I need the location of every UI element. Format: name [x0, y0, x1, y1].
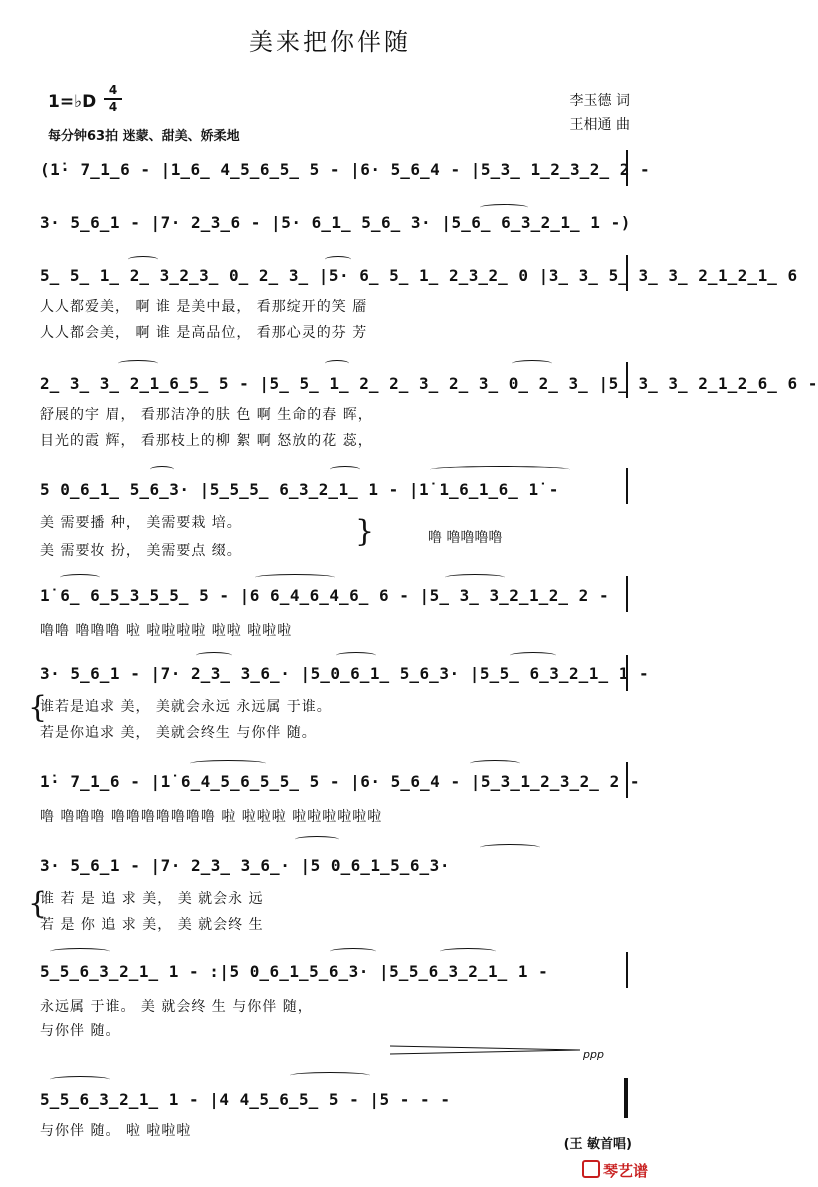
watermark-text: 琴艺谱: [602, 1162, 648, 1180]
barline: [626, 576, 628, 612]
lyric-line: 与你伴 随。 啦 啦啦啦: [40, 1123, 192, 1139]
notation-line: (1̇· 7̲1̲6 - |1̲6̲ 4̲5̲6̲5̲ 5 - |6· 5̲6̲4 - |5̲3̲ 1̲2̲3̲2̲ 2 -: [40, 160, 651, 179]
lyric-verse-1: 谁 若 是 追 求 美， 美 就会永 远: [40, 891, 264, 907]
notation-line: 2̲ 3̲ 3̲ 2̲1̲6̲5̲ 5 - |5̲ 5̲ 1̲ 2̲ 2̲ 3̲ 2̲ 3̲ 0̲ 2̲ 3̲ |5̲ 3̲ 3̲ 2̲1̲2̲6̲ 6 -: [40, 374, 818, 393]
slur-mark: [118, 360, 158, 367]
notation-line: 5̲ 5̲ 1̲ 2̲ 3̲2̲3̲ 0̲ 2̲ 3̲ |5· 6̲ 5̲ 1̲ 2̲3̲2̲ 0 |3̲ 3̲ 5̲ 3̲ 3̲ 2̲1̲2̲1̲ 6: [40, 266, 798, 285]
slur-mark: [330, 466, 360, 473]
performer-credit: (王 敏首唱): [563, 1137, 632, 1152]
barline: [626, 150, 628, 186]
notation-line: 3· 5̲6̲1 - |7· 2̲3̲6 - |5· 6̲1̲ 5̲6̲ 3· |5̲6̲ 6̲3̲2̲1̲ 1 -): [40, 213, 631, 232]
slur-mark: [190, 760, 266, 767]
notation-line: 3· 5̲6̲1 - |7· 2̲3̲ 3̲6̲· |5̲0̲6̲1̲ 5̲6̲3· |5̲5̲ 6̲3̲2̲1̲ 1 -: [40, 664, 650, 683]
lyric-verse-2: 美 需要妆 扮， 美需要点 缀。: [40, 543, 242, 559]
slur-mark: [480, 844, 540, 851]
lyric-verse-2: 若是你追求 美， 美就会终生 与你伴 随。: [40, 725, 317, 741]
barline: [626, 952, 628, 988]
slur-mark: [430, 466, 570, 473]
meter-top: 4: [108, 83, 118, 97]
lyric-line: 噜 噜噜噜 噜噜噜噜噜噜噜 啦 啦啦啦 啦啦啦啦啦啦: [40, 809, 383, 825]
lyric-verse-2: 与你伴 随。: [40, 1023, 121, 1039]
lyric-verse-1: 人人都爱美， 啊 谁 是美中最， 看那绽开的笑 靥: [40, 299, 368, 315]
slur-mark: [445, 574, 505, 581]
slur-mark: [325, 360, 349, 367]
lyric-verse-2: 人人都会美， 啊 谁 是高品位， 看那心灵的芬 芳: [40, 325, 368, 341]
slur-mark: [290, 1072, 370, 1079]
lyric-verse-1: 美 需要播 种， 美需要栽 培。: [40, 515, 242, 531]
slur-mark: [60, 574, 100, 581]
slur-mark: [150, 466, 174, 473]
verse-brace: }: [355, 514, 375, 549]
barline: [626, 362, 628, 398]
slur-mark: [255, 574, 335, 581]
composer-credit: 王相通 曲: [569, 117, 630, 133]
slur-mark: [470, 760, 520, 767]
notation-line: 5 0̲6̲1̲ 5̲6̲3· |5̲5̲5̲ 6̲3̲2̲1̲ 1 - |1̇ 1̲6̲1̲6̲ 1̇ -: [40, 480, 559, 499]
notation-line: 3· 5̲6̲1 - |7· 2̲3̲ 3̲6̲· |5 0̲6̲1̲5̲6̲3·: [40, 856, 450, 875]
logo-icon: [582, 1160, 600, 1178]
key-signature: 1=♭D: [48, 92, 97, 112]
notation-line: 5̲5̲6̲3̲2̲1̲ 1 - :|5 0̲6̲1̲5̲6̲3· |5̲5̲6̲3̲2̲1̲ 1 -: [40, 962, 549, 981]
lyric-verse-2: 目光的霞 辉， 看那枝上的柳 絮 啊 怒放的花 蕊，: [40, 433, 373, 449]
verse-brace: {: [28, 690, 48, 725]
slur-mark: [325, 256, 351, 263]
slur-mark: [196, 652, 232, 659]
time-signature: [104, 84, 122, 114]
dynamic-marking: ppp: [583, 1048, 604, 1061]
final-barline: [624, 1078, 628, 1118]
slur-mark: [50, 948, 110, 955]
lyricist-credit: 李玉德 词: [569, 93, 630, 109]
barline: [626, 762, 628, 798]
slur-mark: [440, 948, 496, 955]
slur-mark: [512, 360, 552, 367]
slur-mark: [128, 256, 158, 263]
barline: [626, 255, 628, 291]
slur-mark: [330, 948, 376, 955]
notation-line: 5̲5̲6̲3̲2̲1̲ 1 - |4 4̲5̲6̲5̲ 5 - |5 - - -: [40, 1090, 451, 1109]
lyric-verse-1: 谁若是追求 美， 美就会永远 永远属 于谁。: [40, 699, 332, 715]
lyric-verse-2: 若 是 你 追 求 美， 美 就会终 生: [40, 917, 264, 933]
barline: [626, 655, 628, 691]
site-watermark: [582, 1160, 648, 1181]
lyric-chorus: 噜 噜噜噜噜: [428, 530, 503, 546]
slur-mark: [510, 652, 556, 659]
slur-mark: [295, 836, 339, 843]
lyric-line: 噜噜 噜噜噜 啦 啦啦啦啦 啦啦 啦啦啦: [40, 623, 293, 639]
verse-brace: {: [28, 886, 48, 921]
tempo-marking: 每分钟63拍 迷蒙、甜美、娇柔地: [48, 129, 240, 144]
notation-line: 1̇· 7̲1̲6 - |1̇ 6̲4̲5̲6̲5̲5̲ 5 - |6· 5̲6̲4 - |5̲3̲1̲2̲3̲2̲ 2 -: [40, 772, 640, 791]
slur-mark: [336, 652, 376, 659]
lyric-verse-1: 永远属 于谁。 美 就会终 生 与你伴 随，: [40, 999, 313, 1015]
decrescendo-hairpin: [390, 1046, 580, 1054]
song-title: 美来把你伴随: [249, 28, 411, 56]
notation-line: 1̇ 6̲ 6̲5̲3̲5̲5̲ 5 - |6 6̲4̲6̲4̲6̲ 6 - |5̲ 3̲ 3̲2̲1̲2̲ 2 -: [40, 586, 610, 605]
slur-mark: [480, 204, 528, 211]
barline: [626, 468, 628, 504]
slur-mark: [50, 1076, 110, 1083]
meter-bottom: 4: [108, 100, 118, 114]
lyric-verse-1: 舒展的宇 眉， 看那洁净的肤 色 啊 生命的春 晖，: [40, 407, 373, 423]
